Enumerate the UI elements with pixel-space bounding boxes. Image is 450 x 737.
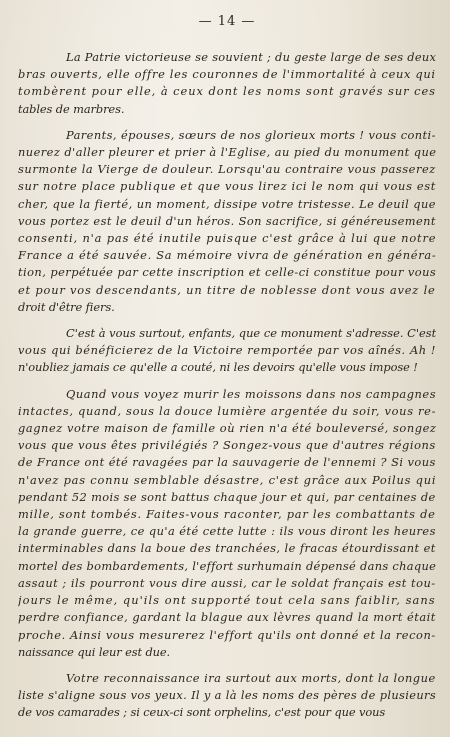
text-line: de vos camarades ; si ceux-ci sont orphelins, c'est pour que vous — [18, 705, 386, 720]
text-line: de France ont été ravagées par la sauvagerie de l'ennemi ? Si vous — [18, 455, 436, 470]
text-line: mille, sont tombés. Faites-vous raconter, par les combattants de — [18, 507, 436, 522]
text-line: mortel des bombardements, l'effort surhumain dépensé dans chaque — [18, 558, 436, 573]
text-line: naissance qui leur est due. — [18, 644, 171, 659]
text-line: C'est à vous surtout, enfants, que ce monument s'adresse. C'est — [66, 326, 436, 341]
text-line: perdre confiance, gardant la blague aux lèvres quand la mort était — [18, 610, 436, 625]
text-line: pendant 52 mois se sont battus chaque jour et qui, par centaines de — [18, 489, 436, 504]
text-line: tion, perpétuée par cette inscription et celle-ci constitue pour vous — [18, 265, 436, 280]
paragraph — [18, 127, 436, 316]
paragraph — [18, 386, 436, 661]
paragraph — [18, 325, 436, 377]
text-line: droit d'être fiers. — [18, 299, 115, 314]
text-line: Parents, épouses, sœurs de nos glorieux morts ! vous conti- — [66, 127, 436, 142]
text-line: vous qui bénéficierez de la Victoire remportée par vos aînés. Ah ! — [18, 343, 436, 358]
text-line: et pour vos descendants, un titre de noblesse dont vous avez le — [18, 282, 436, 297]
text-line: consenti, n'a pas été inutile puisque c'est grâce à lui que notre — [18, 231, 436, 246]
text-line: nuerez d'aller pleurer et prier à l'Eglise, au pied du monument que — [18, 145, 436, 160]
text-line: gagnez votre maison de famille où rien n'a été bouleversé, songez — [18, 421, 436, 436]
text-line: bras ouverts, elle offre les couronnes de l'immortalité à ceux qui — [18, 67, 436, 82]
page-number: — 14 — — [198, 14, 256, 29]
paragraph — [18, 49, 436, 118]
paragraph — [18, 670, 436, 722]
text-line: La Patrie victorieuse se souvient ; du geste large de ses deux — [66, 50, 436, 64]
text-line: assaut ; ils pourront vous dire aussi, car le soldat français est tou- — [18, 575, 436, 590]
text-line: liste s'aligne sous vos yeux. Il y a là les noms des pères de plusieurs — [18, 688, 436, 703]
text-line: sur notre place publique et que vous lirez ici le nom qui vous est — [18, 179, 436, 194]
text-line: n'oubliez jamais ce qu'elle a couté, ni les devoirs qu'elle vous impose ! — [18, 360, 418, 375]
body-text — [18, 49, 436, 722]
text-line: vous portez est le deuil d'un héros. Son sacrifice, si généreusement — [18, 213, 436, 228]
text-line: intactes, quand, sous la douce lumière argentée du soir, vous re- — [18, 403, 436, 418]
text-line: proche. Ainsi vous mesurerez l'effort qu'ils ont donné et la recon- — [18, 627, 436, 642]
text-line: n'avez pas connu semblable désastre, c'est grâce aux Poilus qui — [18, 472, 436, 487]
text-line: la grande guerre, ce qu'a été cette lutte : ils vous diront les heures — [18, 524, 436, 539]
text-line: Votre reconnaissance ira surtout aux morts, dont la longue — [66, 670, 436, 685]
text-line: France a été sauvée. Sa mémoire vivra de génération en généra- — [18, 248, 436, 263]
text-line: cher, que la fierté, un moment, dissipe votre tristesse. Le deuil que — [18, 196, 436, 211]
text-line: tombèrent pour elle, à ceux dont les noms sont gravés sur ces — [18, 84, 436, 99]
text-line: surmonte la Vierge de douleur. Lorsqu'au contraire vous passerez — [18, 162, 436, 177]
text-line: interminables dans la boue des tranchées, le fracas étourdissant et — [18, 541, 436, 556]
text-line: vous que vous êtes privilégiés ? Songez-vous que d'autres régions — [18, 438, 436, 453]
text-line: Quand vous voyez murir les moissons dans nos campagnes — [66, 386, 436, 401]
text-line: tables de marbres. — [18, 101, 125, 116]
text-line: jours le même, qu'ils ont supporté tout cela sans faiblir, sans — [18, 593, 436, 608]
